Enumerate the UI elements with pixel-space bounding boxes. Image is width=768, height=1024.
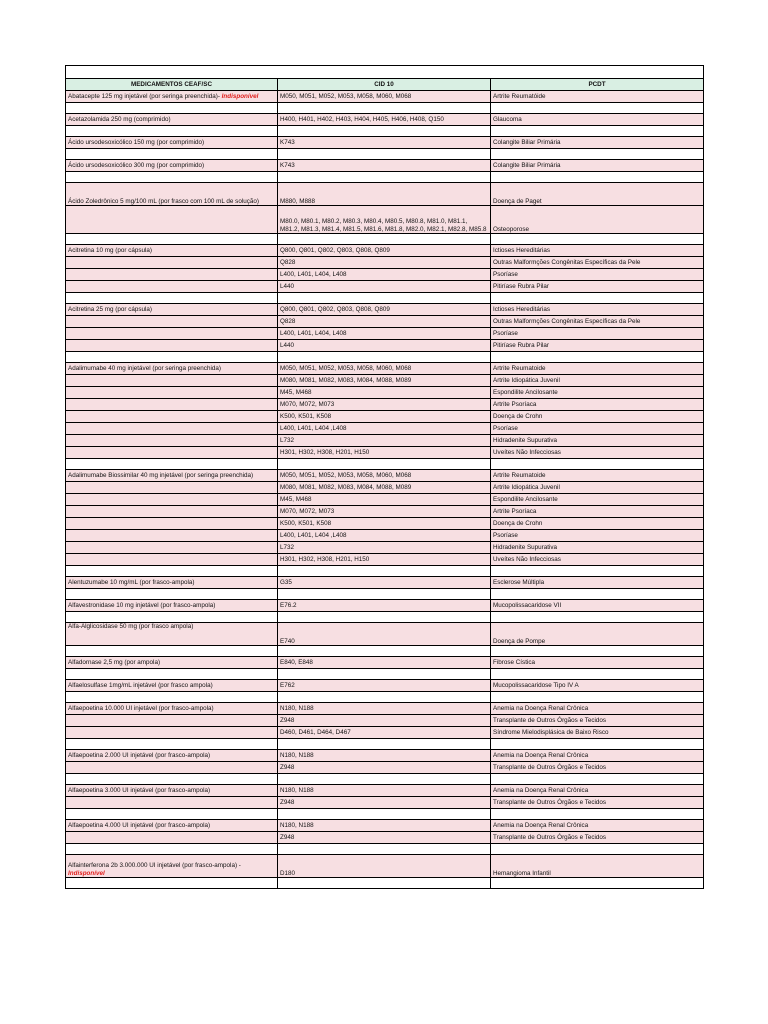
cid-cell: Q828 (278, 316, 491, 328)
cid-cell: L400, L401, L404 ,L408 (278, 423, 491, 435)
medication-cell (66, 435, 278, 447)
table-row (66, 832, 704, 844)
cid-cell: M45, M468 (278, 387, 491, 399)
pcdt-cell: Outras Malformções Congênitas Específicas da Pele (491, 257, 704, 269)
medication-name: Alfa-Alglicosidase 50 mg (por frasco ampola) (68, 623, 194, 630)
medication-cell (66, 762, 278, 774)
blank-cell (491, 566, 704, 577)
cid-cell: M880, M888 (278, 183, 491, 206)
blank-cell (66, 293, 278, 304)
header-cid10: CID 10 (278, 79, 491, 91)
blank-cell (491, 126, 704, 137)
cid-cell: Z948 (278, 715, 491, 727)
pcdt-cell: Psoríase (491, 530, 704, 542)
blank-cell (491, 809, 704, 820)
pcdt-cell: Psoríase (491, 328, 704, 340)
table-row (66, 785, 704, 797)
blank-cell (278, 692, 491, 703)
medication-cell (66, 577, 278, 589)
pcdt-cell: Colangite Biliar Primária (491, 137, 704, 149)
medication-cell (66, 304, 278, 316)
pcdt-cell: Fibrose Cística (491, 657, 704, 669)
cid-cell: L440 (278, 340, 491, 352)
cid-cell: K743 (278, 137, 491, 149)
medication-cell (66, 727, 278, 739)
blank-cell (66, 566, 278, 577)
blank-cell (278, 739, 491, 750)
medication-cell (66, 657, 278, 669)
cid-cell: E76.2 (278, 600, 491, 612)
cid-cell: L732 (278, 542, 491, 554)
cid-cell: L400, L401, L404, L408 (278, 269, 491, 281)
spacer-row (66, 293, 704, 304)
blank-cell (491, 352, 704, 363)
medication-cell (66, 257, 278, 269)
blank-cell (491, 459, 704, 470)
medication-cell (66, 375, 278, 387)
medication-cell (66, 623, 278, 646)
medication-cell (66, 750, 278, 762)
pcdt-cell: Pitiríase Rubra Pilar (491, 340, 704, 352)
blank-cell (278, 149, 491, 160)
medication-cell (66, 387, 278, 399)
cid-cell: Q800, Q801, Q802, Q803, Q808, Q809 (278, 245, 491, 257)
cid-cell: M050, M051, M052, M053, M058, M060, M068 (278, 470, 491, 482)
pcdt-cell: Uveítes Não Infecciosas (491, 447, 704, 459)
blank-cell (491, 612, 704, 623)
table-row (66, 554, 704, 566)
medication-cell (66, 328, 278, 340)
medication-cell (66, 703, 278, 715)
table-row (66, 750, 704, 762)
blank-cell (66, 844, 278, 855)
blank-cell (491, 234, 704, 245)
blank-cell (491, 739, 704, 750)
blank-cell (278, 234, 491, 245)
table-row (66, 257, 704, 269)
blank-cell (278, 844, 491, 855)
cid-cell: N180, N188 (278, 703, 491, 715)
blank-cell (66, 669, 278, 680)
cid-cell: L400, L401, L404, L408 (278, 328, 491, 340)
blank-cell (491, 172, 704, 183)
blank-cell (278, 809, 491, 820)
medication-cell (66, 482, 278, 494)
pcdt-cell: Uveítes Não Infecciosas (491, 554, 704, 566)
cid-cell: Z948 (278, 832, 491, 844)
blank-cell (278, 878, 491, 889)
table-row (66, 160, 704, 172)
table-row (66, 91, 704, 103)
medication-cell (66, 715, 278, 727)
table-row (66, 206, 704, 234)
header-row (66, 79, 704, 91)
cid-cell: E762 (278, 680, 491, 692)
cid-cell: N180, N188 (278, 750, 491, 762)
spacer-row (66, 739, 704, 750)
pcdt-cell: Hidradenite Supurativa (491, 542, 704, 554)
medication-table (65, 65, 704, 889)
spacer-row (66, 669, 704, 680)
unavailable-flag: Indisponível (221, 92, 259, 100)
header-pcdt: PCDT (491, 79, 704, 91)
blank-cell (278, 774, 491, 785)
cid-cell: L440 (278, 281, 491, 293)
medication-cell (66, 855, 278, 878)
blank-cell (66, 612, 278, 623)
pcdt-cell: Doença de Crohn (491, 411, 704, 423)
medication-name: Ácido ursodesoxicólico 300 mg (por comprimido) (68, 161, 205, 169)
blank-cell (278, 612, 491, 623)
medication-name: Alfaepoetina 2.000 UI injetável (por frasco-ampola) (68, 751, 211, 759)
table-row (66, 657, 704, 669)
medication-cell (66, 340, 278, 352)
cid-cell: H301, H302, H308, H201, H150 (278, 447, 491, 459)
pcdt-cell: Osteoporose (491, 206, 704, 234)
medication-cell (66, 820, 278, 832)
medication-name: Alfaelosulfase 1mg/mL injetável (por frasco ampola) (68, 681, 213, 689)
spacer-row (66, 234, 704, 245)
blank-cell (278, 352, 491, 363)
cid-cell: Z948 (278, 797, 491, 809)
medication-name: Adalimumabe Biossimilar 40 mg injetável (por seringa preenchida) (68, 471, 254, 479)
pcdt-cell: Anemia na Doença Renal Crônica (491, 703, 704, 715)
medication-name: Abatacepte 125 mg injetável (por seringa preenchida)- (68, 92, 222, 100)
medication-cell (66, 245, 278, 257)
pcdt-cell: Ictioses Hereditárias (491, 245, 704, 257)
blank-cell (66, 103, 278, 114)
cid-cell: Z948 (278, 762, 491, 774)
medication-cell (66, 160, 278, 172)
cid-cell: L732 (278, 435, 491, 447)
blank-cell (66, 809, 278, 820)
blank-cell (66, 172, 278, 183)
spacer-row (66, 844, 704, 855)
medication-cell (66, 316, 278, 328)
cid-cell: H301, H302, H308, H201, H150 (278, 554, 491, 566)
pcdt-cell: Artrite Psoríaca (491, 399, 704, 411)
table-row (66, 340, 704, 352)
medication-cell (66, 680, 278, 692)
spacer-row (66, 612, 704, 623)
unavailable-flag: Indisponível (68, 869, 105, 877)
table-row (66, 399, 704, 411)
medication-cell (66, 137, 278, 149)
pcdt-cell: Pitiríase Rubra Pilar (491, 281, 704, 293)
pcdt-cell: Psoríase (491, 269, 704, 281)
spacer-row (66, 566, 704, 577)
table-row (66, 715, 704, 727)
pcdt-cell: Doença de Paget (491, 183, 704, 206)
pcdt-cell: Artrite Idiopática Juvenil (491, 482, 704, 494)
table-row (66, 506, 704, 518)
table-row (66, 137, 704, 149)
spacer-row (66, 646, 704, 657)
spacer-row (66, 149, 704, 160)
table-row (66, 316, 704, 328)
blank-cell (66, 646, 278, 657)
medication-table-sheet (65, 65, 703, 889)
cid-cell: D460, D461, D464, D467 (278, 727, 491, 739)
medication-name: Adalimumabe 40 mg injetável (por seringa preenchida) (68, 364, 221, 372)
cid-cell: K500, K501, K508 (278, 518, 491, 530)
spacer-row (66, 103, 704, 114)
table-row (66, 494, 704, 506)
medication-cell (66, 832, 278, 844)
medication-name: Alfainterferona 2b 3.000.000 UI injetável (por frasco-ampola) - (68, 862, 241, 869)
pcdt-cell: Anemia na Doença Renal Crônica (491, 750, 704, 762)
blank-cell (66, 692, 278, 703)
blank-cell (66, 459, 278, 470)
pcdt-cell: Ictioses Hereditárias (491, 304, 704, 316)
blank-cell (278, 126, 491, 137)
blank-cell (278, 172, 491, 183)
blank-cell (278, 459, 491, 470)
pcdt-cell: Síndrome Mielodisplásica de Baixo Risco (491, 727, 704, 739)
table-row (66, 269, 704, 281)
blank-cell (66, 126, 278, 137)
table-row (66, 703, 704, 715)
medication-name: Alfadornase 2,5 mg (por ampola) (68, 658, 161, 666)
cid-cell: E840, E848 (278, 657, 491, 669)
pcdt-cell: Psoríase (491, 423, 704, 435)
medication-cell (66, 399, 278, 411)
table-row (66, 600, 704, 612)
blank-cell (278, 566, 491, 577)
medication-name: Alfaepoetina 3.000 UI injetável (por frasco-ampola) (68, 786, 211, 794)
medication-name: Ácido ursodesoxicólico 150 mg (por comprimido) (68, 138, 205, 146)
header-medicamentos: MEDICAMENTOS CEAF/SC (66, 79, 278, 91)
medication-cell (66, 518, 278, 530)
medication-cell (66, 423, 278, 435)
table-row (66, 680, 704, 692)
cid-cell: E740 (278, 623, 491, 646)
blank-cell (278, 669, 491, 680)
cid-cell: K500, K501, K508 (278, 411, 491, 423)
table-row (66, 518, 704, 530)
medication-cell (66, 363, 278, 375)
medication-cell (66, 183, 278, 206)
cid-cell: Q828 (278, 257, 491, 269)
table-row (66, 281, 704, 293)
medication-name: Acitretina 10 mg (por cápsula) (68, 246, 152, 254)
table-row (66, 411, 704, 423)
pcdt-cell: Artrite Idiopática Juvenil (491, 375, 704, 387)
blank-cell (491, 646, 704, 657)
table-row (66, 855, 704, 878)
medication-cell (66, 600, 278, 612)
blank-cell (491, 293, 704, 304)
blank-cell (491, 589, 704, 600)
medication-cell (66, 281, 278, 293)
cid-cell: H400, H401, H402, H403, H404, H405, H406, H408, Q150 (278, 114, 491, 126)
pcdt-cell: Mucopolissacaridose VII (491, 600, 704, 612)
blank-cell (278, 293, 491, 304)
blank-cell (491, 692, 704, 703)
blank-cell (66, 774, 278, 785)
cid-cell: N180, N188 (278, 820, 491, 832)
table-row (66, 183, 704, 206)
medication-cell (66, 494, 278, 506)
pcdt-cell: Espondilite Ancilosante (491, 387, 704, 399)
cid-cell: L400, L401, L404 ,L408 (278, 530, 491, 542)
pcdt-cell: Hemangioma Infantil (491, 855, 704, 878)
pcdt-cell: Glaucoma (491, 114, 704, 126)
pcdt-cell: Anemia na Doença Renal Crônica (491, 785, 704, 797)
blank-cell (66, 352, 278, 363)
table-row (66, 727, 704, 739)
blank-cell (491, 103, 704, 114)
cid-cell: M80.0, M80.1, M80.2, M80.3, M80.4, M80.5, M80.8, M81.0, M81.1, M81.2, M81.3, M81.4, M81.5, M81.6, M81.8, M82.0, M82.1, M82.8, M85.8 (278, 206, 491, 234)
cid-cell: M080, M081, M082, M083, M084, M088, M089 (278, 482, 491, 494)
table-row (66, 577, 704, 589)
spacer-row (66, 692, 704, 703)
medication-cell (66, 530, 278, 542)
table-row (66, 470, 704, 482)
medication-cell (66, 411, 278, 423)
medication-name: Ácido Zoledrônico 5 mg/100 mL (por frasco com 100 mL de solução) (68, 197, 259, 205)
pcdt-cell: Transplante de Outros Órgãos e Tecidos (491, 715, 704, 727)
table-row (66, 304, 704, 316)
table-row (66, 114, 704, 126)
pcdt-cell: Doença de Crohn (491, 518, 704, 530)
pcdt-cell: Colangite Biliar Primária (491, 160, 704, 172)
table-row (66, 797, 704, 809)
blank-cell (66, 66, 704, 79)
spacer-row (66, 352, 704, 363)
pcdt-cell: Artrite Psoríaca (491, 506, 704, 518)
blank-cell (491, 669, 704, 680)
cid-cell: M070, M072, M073 (278, 506, 491, 518)
medication-cell (66, 447, 278, 459)
medication-cell (66, 206, 278, 234)
pcdt-cell: Mucopolissacaridose Tipo IV A (491, 680, 704, 692)
table-row (66, 363, 704, 375)
pcdt-cell: Transplante de Outros Órgãos e Tecidos (491, 797, 704, 809)
pcdt-cell: Transplante de Outros Órgãos e Tecidos (491, 762, 704, 774)
spacer-row (66, 878, 704, 889)
pcdt-cell: Anemia na Doença Renal Crônica (491, 820, 704, 832)
pcdt-cell: Transplante de Outros Órgãos e Tecidos (491, 832, 704, 844)
pcdt-cell: Hidradenite Supurativa (491, 435, 704, 447)
pcdt-cell: Doença de Pompe (491, 623, 704, 646)
medication-cell (66, 91, 278, 103)
pcdt-cell: Artrite Reumatoide (491, 470, 704, 482)
medication-cell (66, 785, 278, 797)
medication-name: Acitretina 25 mg (por cápsula) (68, 305, 152, 313)
table-row (66, 423, 704, 435)
table-row (66, 623, 704, 646)
spacer-row (66, 774, 704, 785)
table-row (66, 435, 704, 447)
medication-cell (66, 797, 278, 809)
spacer-row (66, 589, 704, 600)
cid-cell: G35 (278, 577, 491, 589)
medication-cell (66, 542, 278, 554)
medication-name: Alfaepoetina 10.000 UI injetável (por frasco-ampola) (68, 704, 214, 712)
blank-cell (66, 739, 278, 750)
blank-cell (491, 774, 704, 785)
cid-cell: M050, M051, M052, M053, M058, M060, M068 (278, 363, 491, 375)
spacer-row (66, 172, 704, 183)
pcdt-cell: Artrite Reumatoide (491, 363, 704, 375)
cid-cell: N180, N188 (278, 785, 491, 797)
pcdt-cell: Esclerose Múltipla (491, 577, 704, 589)
medication-cell (66, 506, 278, 518)
medication-cell (66, 470, 278, 482)
table-row (66, 328, 704, 340)
blank-cell (278, 103, 491, 114)
pcdt-cell: Espondilite Ancilosante (491, 494, 704, 506)
medication-cell (66, 554, 278, 566)
spacer-row (66, 809, 704, 820)
blank-cell (278, 589, 491, 600)
medication-name: Alfavestronidase 10 mg injetável (por frasco-ampola) (68, 601, 216, 609)
medication-cell (66, 114, 278, 126)
cid-cell: M070, M072, M073 (278, 399, 491, 411)
table-row (66, 447, 704, 459)
blank-cell (66, 149, 278, 160)
medication-name: Alfaepoetina 4.000 UI injetável (por frasco-ampola) (68, 821, 211, 829)
table-row (66, 530, 704, 542)
spacer-row (66, 126, 704, 137)
table-row (66, 245, 704, 257)
pcdt-cell: Outras Malformções Congênitas Específicas da Pele (491, 316, 704, 328)
cid-cell: Q800, Q801, Q802, Q803, Q808, Q809 (278, 304, 491, 316)
table-row (66, 820, 704, 832)
table-row (66, 387, 704, 399)
blank-cell (66, 589, 278, 600)
cid-cell: M050, M051, M052, M053, M058, M060, M068 (278, 91, 491, 103)
medication-cell (66, 269, 278, 281)
blank-cell (66, 878, 278, 889)
table-row (66, 375, 704, 387)
table-row (66, 762, 704, 774)
medication-name: Alentuzumabe 10 mg/mL (por frasco-ampola) (68, 578, 195, 586)
cid-cell: D180 (278, 855, 491, 878)
cid-cell: M45, M468 (278, 494, 491, 506)
cid-cell: K743 (278, 160, 491, 172)
top-blank-row (66, 66, 704, 79)
pcdt-cell: Artrite Reumatóide (491, 91, 704, 103)
blank-cell (491, 149, 704, 160)
table-row (66, 542, 704, 554)
blank-cell (278, 646, 491, 657)
table-row (66, 482, 704, 494)
spacer-row (66, 459, 704, 470)
cid-cell: M080, M081, M082, M083, M084, M088, M089 (278, 375, 491, 387)
medication-name: Acetazolamida 250 mg (comprimido) (68, 115, 171, 123)
blank-cell (491, 844, 704, 855)
blank-cell (491, 878, 704, 889)
blank-cell (66, 234, 278, 245)
